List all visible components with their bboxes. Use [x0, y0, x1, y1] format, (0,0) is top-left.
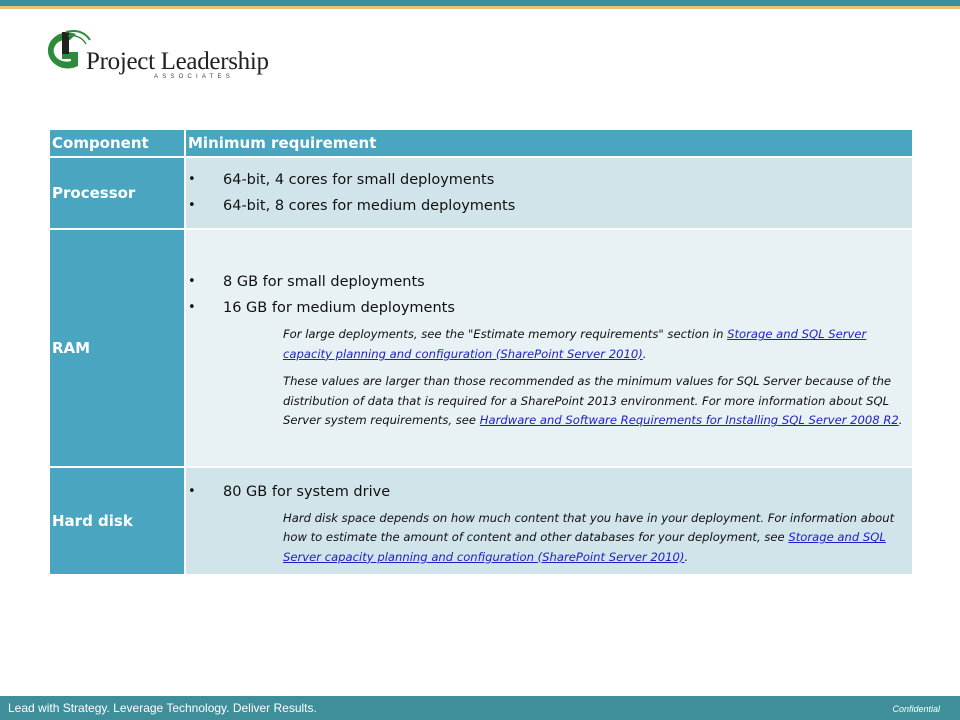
header-component: Component [49, 129, 185, 157]
note-text: For large deployments, see the "Estimate memory requirements" section in [283, 327, 728, 342]
note-text: . [642, 346, 647, 361]
row-content-ram [185, 229, 913, 467]
bullet-item: • 8 GB for small deployments [188, 273, 912, 291]
ram-note-large-deployments [283, 325, 910, 364]
note-text: Hard disk space depends on how much content that you have in your deployment. For information about how to estimate the amount of content and other databases for your deployment, see [283, 510, 895, 545]
bullet-item: • 64-bit, 4 cores for small deployments [188, 171, 912, 189]
note-text: . [684, 549, 689, 564]
company-logo [36, 28, 269, 84]
footer-tagline: Lead with Strategy. Leverage Technology. Deliver Results. [8, 701, 317, 715]
logo-name: Project Leadership [86, 48, 269, 75]
top-accent-line [0, 6, 960, 9]
bullet-item: • 64-bit, 8 cores for medium deployments [188, 197, 912, 215]
row-content-processor [185, 157, 913, 229]
requirements-table [48, 128, 914, 576]
note-text: . [898, 413, 903, 428]
table-row-processor [49, 157, 913, 229]
table-header-row [49, 129, 913, 157]
note-text: These values are larger than those recommended as the minimum values for SQL Server because of the distribution of data that is required for a SharePoint 2013 environment. For more information about SQL Server system requirements, see [283, 374, 892, 428]
table-row-ram [49, 229, 913, 467]
footer-confidential: Confidential [892, 704, 940, 714]
storage-capacity-link[interactable]: Storage and SQL Server capacity planning and configuration (SharePoint Server 2010) [283, 530, 886, 564]
storage-capacity-link[interactable]: Storage and SQL Server capacity planning and configuration (SharePoint Server 2010) [283, 327, 867, 361]
row-content-hard-disk [185, 467, 913, 575]
logo-subtitle: ASSOCIATES [154, 74, 234, 80]
bullet-item: • 80 GB for system drive [188, 483, 912, 501]
ram-note-sql-server [283, 372, 910, 431]
table-row-hard-disk [49, 467, 913, 575]
footer-bar [0, 696, 960, 720]
row-label-processor: Processor [49, 157, 185, 229]
sql-requirements-link[interactable]: Hardware and Software Requirements for Installing SQL Server 2008 R2 [479, 413, 899, 428]
row-label-hard-disk: Hard disk [49, 467, 185, 575]
hard-disk-note [283, 509, 910, 568]
row-label-ram: RAM [49, 229, 185, 467]
bullet-item: • 16 GB for medium deployments [188, 299, 912, 317]
header-minimum-requirement: Minimum requirement [185, 129, 913, 157]
